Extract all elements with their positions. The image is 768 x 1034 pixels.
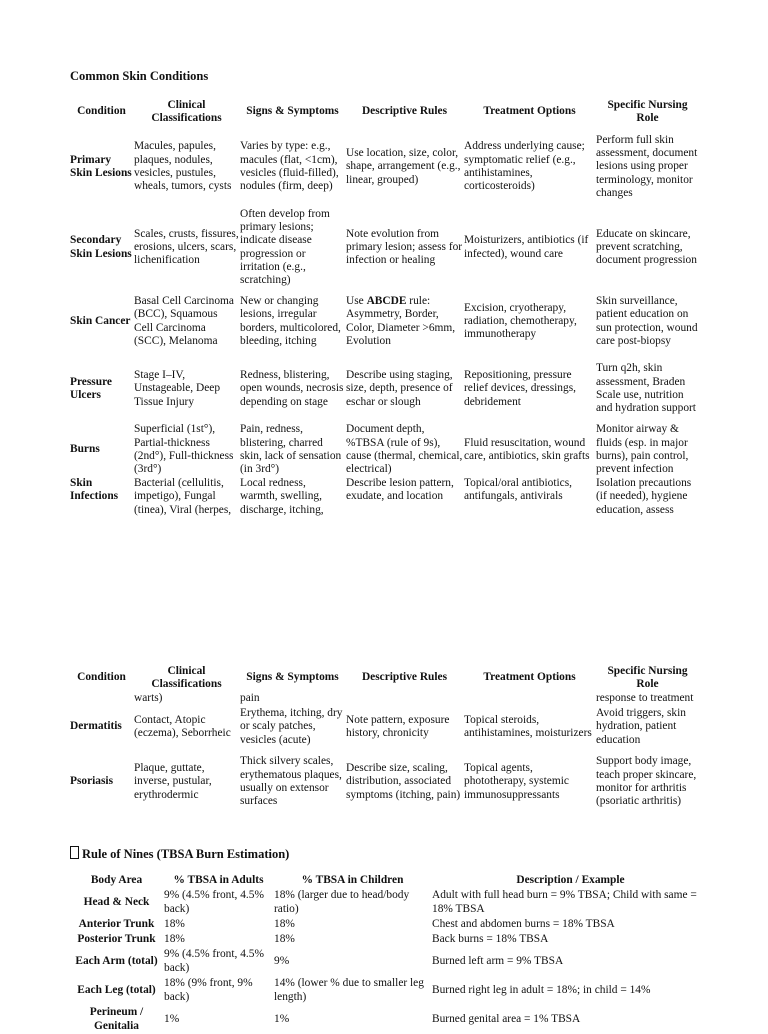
signs-cell: Erythema, itching, dry or scaly patches, vesicles (acute): [240, 707, 343, 746]
table-row: [69, 932, 709, 947]
example-cell: Adult with full head burn = 9% TBSA; Child with same = 18% TBSA: [432, 889, 697, 915]
table-row: [69, 976, 709, 1005]
classifications-cell: Scales, crusts, fissures, erosions, ulcers, scars, lichenification: [134, 227, 239, 267]
example-cell: Burned right leg in adult = 18%; in child = 14%: [432, 983, 651, 996]
abcde-rule-bold: ABCDE: [366, 294, 407, 307]
body-area-cell: Each Leg (total): [77, 983, 156, 996]
adults-cell: 9% (4.5% front, 4.5% back): [164, 889, 264, 915]
header-descriptive-rules: Descriptive Rules: [361, 105, 448, 118]
rules-cell: Describe lesion pattern, exudate, and location: [346, 477, 454, 503]
rules-cell: [345, 692, 463, 706]
example-cell: Burned left arm = 9% TBSA: [432, 954, 564, 967]
body-area-cell: Head & Neck: [83, 895, 150, 908]
rules-text-post: rule: Asymmetry, Border, Color, Diameter >6mm, Evolution: [346, 294, 456, 347]
signs-cell: Thick silvery scales, erythematous plaques, usually on extensor surfaces: [240, 755, 342, 808]
classifications-cell: Basal Cell Carcinoma (BCC), Squamous Cell Carcinoma (SCC), Melanoma: [134, 294, 234, 347]
condition-cell: Pressure Ulcers: [70, 375, 112, 401]
header-body-area: Body Area: [90, 874, 143, 887]
nursing-cell: Monitor airway & fluids (esp. in major burns), pain control, prevent infection: [596, 423, 689, 476]
header-description-example: Description / Example: [516, 874, 625, 887]
children-cell: 14% (lower % due to smaller leg length): [274, 977, 424, 1003]
condition-cell: Dermatitis: [70, 720, 122, 733]
adults-cell: 18%: [164, 917, 185, 930]
rules-cell: [345, 288, 463, 355]
rules-text-pre: Use: [346, 294, 367, 307]
adults-cell: 1%: [164, 1012, 180, 1025]
table-row-continuation: [69, 692, 699, 706]
table-row: [69, 355, 699, 423]
condition-cell: Secondary Skin Lesions: [70, 234, 132, 260]
header-signs-symptoms: Signs & Symptoms: [246, 671, 339, 684]
signs-cell: Pain, redness, blistering, charred skin, lack of sensation (in 3rd°): [240, 423, 342, 476]
table-header-row: [69, 874, 709, 888]
table-row: [69, 127, 699, 207]
table-row: [69, 917, 709, 932]
condition-cell: Psoriasis: [70, 775, 114, 788]
children-cell: 18%: [274, 932, 295, 945]
classifications-cell: Macules, papules, plaques, nodules, vesicles, pustules, wheals, tumors, cysts: [134, 140, 232, 193]
table-row: [69, 477, 699, 517]
classifications-cell: warts): [134, 692, 163, 705]
rules-cell: Describe using staging, size, depth, presence of eschar or slough: [346, 369, 453, 408]
nursing-cell: Isolation precautions (if needed), hygiene education, assess: [596, 477, 692, 516]
table-row: [69, 207, 699, 288]
classifications-cell: Plaque, guttate, inverse, pustular, erythrodermic: [134, 762, 212, 801]
skin-conditions-table-continued: [69, 664, 699, 816]
classifications-cell: Bacterial (cellulitis, impetigo), Fungal (tinea), Viral (herpes,: [134, 477, 232, 516]
rule-of-nines-title-text: Rule of Nines (TBSA Burn Estimation): [82, 847, 290, 861]
header-clinical-classifications: Clinical Classifications: [151, 98, 222, 124]
nursing-cell: Skin surveillance, patient education on sun protection, wound care post-biopsy: [596, 294, 698, 347]
header-condition: Condition: [77, 105, 126, 118]
signs-cell: New or changing lesions, irregular borders, multicolored, bleeding, itching: [240, 294, 341, 347]
body-area-cell: Posterior Trunk: [77, 932, 156, 945]
rules-cell: Describe size, scaling, distribution, associated symptoms (itching, pain): [346, 762, 461, 801]
signs-cell: Redness, blistering, open wounds, necrosis depending on stage: [240, 369, 344, 408]
example-cell: Burned genital area = 1% TBSA: [432, 1012, 581, 1025]
rules-cell: Note evolution from primary lesion; assess for infection or healing: [346, 227, 463, 267]
condition-cell: Burns: [70, 443, 100, 456]
treatment-cell: [463, 692, 595, 706]
section-title-common-skin-conditions: Common Skin Conditions: [70, 69, 209, 83]
condition-cell: [69, 692, 133, 706]
treatment-cell: Repositioning, pressure relief devices, dressings, debridement: [464, 369, 576, 408]
classifications-cell: Contact, Atopic (eczema), Seborrheic: [134, 713, 231, 739]
nursing-cell: Support body image, teach proper skincare, monitor for arthritis (psoriatic arthritis): [596, 755, 697, 808]
header-nursing-role: Specific Nursing Role: [607, 664, 688, 690]
signs-cell: Often develop from primary lesions; indicate disease progression or irritation (e.g., scratching): [240, 207, 330, 287]
header-descriptive-rules: Descriptive Rules: [361, 671, 448, 684]
condition-cell: Skin Cancer: [70, 314, 131, 327]
nursing-cell: Perform full skin assessment, document lesions using proper terminology, monitor changes: [596, 133, 698, 199]
table-row: [69, 748, 699, 816]
header-treatment-options: Treatment Options: [483, 671, 576, 684]
treatment-cell: Excision, cryotherapy, radiation, chemotherapy, immunotherapy: [464, 301, 577, 341]
children-cell: 1%: [274, 1012, 290, 1025]
body-area-cell: Anterior Trunk: [78, 917, 155, 930]
condition-cell: Primary Skin Lesions: [70, 153, 132, 179]
treatment-cell: Topical/oral antibiotics, antifungals, antivirals: [464, 477, 573, 503]
signs-cell: Local redness, warmth, swelling, discharge, itching,: [240, 477, 324, 516]
table-row: [69, 423, 699, 477]
header-clinical-classifications: Clinical Classifications: [151, 664, 222, 690]
rules-cell: Use location, size, color, shape, arrangement (e.g., linear, grouped): [346, 147, 461, 186]
skin-conditions-table: [69, 97, 699, 517]
treatment-cell: Topical steroids, antihistamines, moisturizers: [464, 713, 592, 739]
nursing-cell: Turn q2h, skin assessment, Braden Scale use, nutrition and hydration support: [596, 362, 696, 415]
table-header-row: [69, 97, 699, 127]
table-row: [69, 706, 699, 748]
nursing-cell: response to treatment: [596, 692, 694, 705]
treatment-cell: Moisturizers, antibiotics (if infected), wound care: [464, 234, 589, 260]
children-cell: 18%: [274, 917, 295, 930]
adults-cell: 9% (4.5% front, 4.5% back): [164, 948, 264, 974]
section-title-rule-of-nines: [70, 846, 289, 861]
treatment-cell: Address underlying cause; symptomatic relief (e.g., antihistamines, corticosteroids): [464, 140, 585, 193]
body-area-cell: Each Arm (total): [75, 954, 158, 967]
classifications-cell: Superficial (1st°), Partial-thickness (2nd°), Full-thickness (3rd°): [134, 423, 234, 476]
header-condition: Condition: [77, 671, 126, 684]
children-cell: 18% (larger due to head/body ratio): [274, 889, 410, 915]
signs-cell: Varies by type: e.g., macules (flat, <1cm), vesicles (fluid-filled), nodules (firm, deep): [240, 140, 339, 193]
example-cell: Back burns = 18% TBSA: [432, 932, 549, 945]
rules-cell: Document depth, %TBSA (rule of 9s), cause (thermal, chemical, electrical): [346, 423, 463, 476]
children-cell: 9%: [274, 954, 290, 967]
header-treatment-options: Treatment Options: [483, 105, 576, 118]
classifications-cell: Stage I–IV, Unstageable, Deep Tissue Injury: [134, 369, 221, 408]
header-tbsa-adults: % TBSA in Adults: [173, 874, 264, 887]
table-row: [69, 288, 699, 355]
rule-of-nines-table: [69, 874, 709, 1034]
table-row: [69, 888, 709, 917]
adults-cell: 18% (9% front, 9% back): [164, 977, 253, 1003]
nursing-cell: Avoid triggers, skin hydration, patient education: [596, 707, 686, 746]
rules-cell: Note pattern, exposure history, chronicity: [346, 713, 450, 739]
adults-cell: 18%: [164, 932, 185, 945]
treatment-cell: Topical agents, phototherapy, systemic immunosuppressants: [464, 762, 569, 801]
signs-cell: pain: [240, 692, 260, 705]
header-tbsa-children: % TBSA in Children: [301, 874, 404, 887]
table-row: [69, 1005, 709, 1034]
example-cell: Chest and abdomen burns = 18% TBSA: [432, 917, 615, 930]
header-signs-symptoms: Signs & Symptoms: [246, 105, 339, 118]
header-nursing-role: Specific Nursing Role: [607, 98, 688, 124]
missing-glyph-box-icon: [70, 846, 79, 859]
table-row: [69, 947, 709, 976]
body-area-cell: Perineum / Genitalia: [89, 1006, 144, 1032]
treatment-cell: Fluid resuscitation, wound care, antibiotics, skin grafts: [464, 436, 590, 462]
table-header-row: [69, 664, 699, 692]
nursing-cell: Educate on skincare, prevent scratching, document progression: [596, 227, 697, 267]
condition-cell: Skin Infections: [70, 477, 119, 503]
